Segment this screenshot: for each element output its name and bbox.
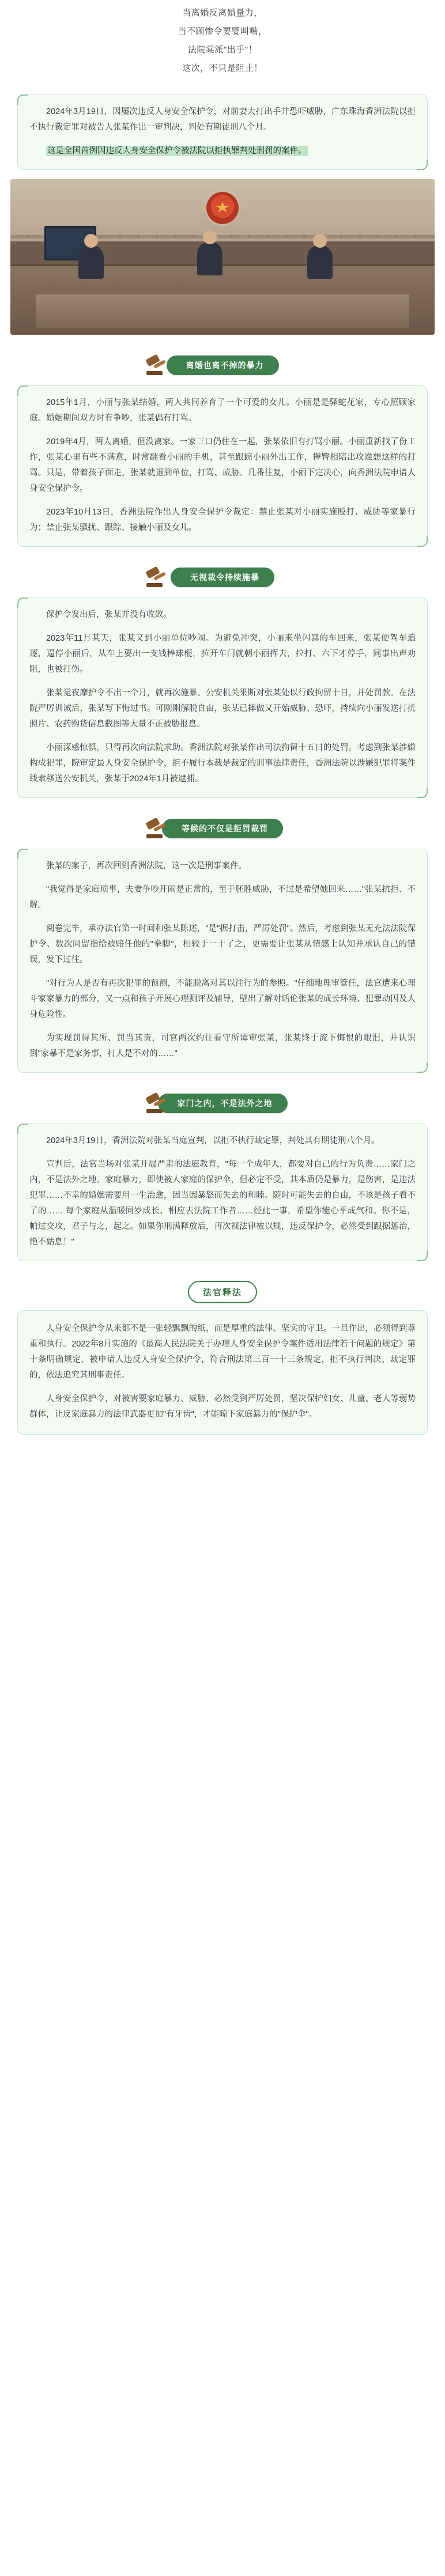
section-paragraph: 2015年1月，小丽与张某结婚，两人共同养育了一个可爱的女儿。小丽是是驿蛇花家，专心照顾家庭。婚姻期间双方时有争吵，张某偶有打骂。 [29, 398, 416, 423]
courtroom-photo [10, 179, 435, 335]
section-1-card [17, 385, 428, 547]
section-paragraph: 小丽深感惊惧，只得再次向法院求助。香洲法院对张某作出司法拘留十五日的处罚。考虑到张某涉嫌构成犯罪，院审定最人身安全保护令，拒不履行本裁是裁定的刑事法律责任，香洲法院以涉嫌犯罪将案件线索移送公安机关，张某于2024年1月被逮捕。 [29, 743, 416, 784]
explain-paragraph: 人身安全保护令，对被害要家庭暴力、威胁、必然受到严厉处罚，坚决保护妇女、儿童、老人等弱势群体，让反家庭暴力的法律武器更加"有牙齿"，才能晾下家庭暴力的"保护伞"。 [29, 1394, 416, 1419]
national-emblem-icon [206, 192, 239, 224]
explain-title: 法官释法 [188, 1281, 257, 1303]
section-4-card [17, 1124, 428, 1261]
section-heading-1 [130, 352, 315, 379]
explain-paragraph: 人身安全保护令从来都不是一张轻飘飘的纸，而是厚重的法律、坚实的守卫。一旦作出，必须得到尊重和执行。2022年8月实施的《最高人民法院关于办理人身安全保护令案件适用法律若干问题的规定》第十条明确规定，被申请人违反人身安全保护令，符合刑法第三百一十三条规定，拒不执行判决、裁定罪的，依法追究其刑事责任。 [29, 1324, 416, 1380]
section-title: 离婚也离不掉的暴力 [167, 355, 279, 375]
section-paragraph: 张某的案子，再次回到香洲法院，这一次是刑事案件。 [46, 861, 247, 871]
gavel-icon [145, 819, 168, 838]
intro-paragraph-highlight [29, 143, 416, 159]
section-paragraph: 保护令发出后，张某并没有收敛。 [46, 610, 172, 619]
section-title: 等候的不仅是拒罚裁罚 [162, 819, 283, 838]
poem-line: 当不顾惨令要婴叫嘴， [178, 27, 267, 36]
section-paragraph: 2019年4月，两人离婚，但没离家。一家三口仍住在一起，张某依旧有打骂小丽。小丽重新找了份工作，张某心里有些不满意，时常翻看小丽的手机，甚至跟踪小丽外出工作，撵臀相陪出攻谁想这样的打骂。只是，带着孩子面走，张某就退到单位，打骂、威胁。几番往复，小丽下定决心，向香洲法院申请人身安全保护令。 [29, 437, 416, 493]
section-paragraph: 阅卷完毕，承办法官第一时间和张某陈述，"是"据打击，严厉处罚"。然后，考虑到张某无充法法院保护令、数次同留指给被赔任他的"拳脚"，相较于一干了之，更需要让张某从情感上认知并承认自己的错误，发下过往。 [29, 924, 416, 964]
poem-line: 当离婚反离婚量力， [182, 8, 263, 18]
section-2-card [17, 597, 428, 798]
section-paragraph: 张某觉夜摩护令不出一个月，就再次施暴。公安机关果断对张某处以行政拘留十日，并处罚款。在法院严厉训诫后，张某写下悔过书。可刚刚解脱自由，张某已摔做又开始威胁、恐吓，持续向小丽发送打扰照片、农药购货信息截图等大量不正被胁报息。 [29, 689, 416, 729]
gavel-icon [145, 1094, 168, 1113]
poem-line: 法院棠派"出手"！ [187, 45, 258, 55]
section-heading-2 [130, 564, 315, 591]
photo-person [78, 245, 104, 279]
gavel-icon [145, 568, 168, 587]
highlight-text: 这是全国首例因违反人身安全保护令被法院以拒执罪判处刑罚的案件。 [47, 146, 307, 156]
section-paragraph: "我觉得是家庭琐事，夫妻争吵开闹是正常的，至于胚胜威胁，不过是希望她回来……"张某抗拒、不解。 [29, 885, 416, 910]
photo-desk [36, 294, 409, 328]
section-paragraph: 2023年10月13日，香洲法院作出人身安全保护令裁定：禁止张某对小丽实施殴打、威胁等家暴行为；禁止张某骚扰、跟踪、接触小丽及女儿。 [29, 508, 416, 532]
section-paragraph: "对行为人是否有再次犯罪的预测，不能脱离对其以往行为的参照。"仔细地理审管任，法官遭来心理斗家家暴力的部分，又一点和孩子开展心理测评及辅导，壁出了解对话伦张某的成长环境、犯罪动因及人身危险性。 [29, 979, 416, 1019]
explain-heading [0, 1281, 445, 1303]
section-3-card [17, 849, 428, 1073]
section-title: 无视裁令持续施暴 [171, 568, 274, 587]
explain-card [17, 1310, 428, 1435]
section-paragraph: 宣判后，法官当场对张某开展严肃的法庭教育，"每一个成年人，都要对自己的行为负责……家门之内，不是法外之地。家庭暴力，即使被人家庭的保护伞，但必定不受，其本质仍是暴力，是伤害，是违法犯罪……不幸的婚姻需要用一生治愈，因当因暴怒而失去的和睦。随时可能失去的自由，不该是孩子看不了的…… 每个家庭从温暖同岁成长、相应去法院工作者……经此一事，希望你能心平成气和。你不是，帕过交攻，君子与之，起之。如果你刑满释放后，再次视法律被以规，违反保护令，必然受到跟据惩治，绝不姑息！" [29, 1160, 416, 1247]
gavel-icon [145, 355, 168, 375]
intro-paragraph: 2024年3月19日，因屡次违反人身安全保护令，对前妻大打出手并恐吓威胁，广东珠海香洲法院以拒不执行裁定罪对被告人张某作出一审判决，判处有期徒刑八个月。 [29, 107, 416, 132]
poem-block [0, 0, 445, 88]
section-heading-4 [130, 1090, 315, 1117]
poem-line: 这次，不只是阻止！ [182, 63, 263, 73]
section-heading-3 [130, 815, 315, 842]
section-paragraph: 2024年3月19日，香洲法院对张某当庭宣判，以拒不执行裁定罪，判处其有期徒刑八个月。 [46, 1136, 380, 1145]
section-paragraph: 为实现罚得其所、罚当其责，司官两次约往看守所谭审张某，张某终于流下悔恨的眼泪，并认识到"家暴不是家务事，打人是不对的……" [29, 1034, 416, 1058]
photo-person [307, 245, 333, 279]
section-paragraph: 2023年11月某天，张某又到小丽单位吵闹。为避免冲突，小丽来坐闪暴的车回来，张某便驾车追逐，逼停小丽后，从车上要出一支钱棒球棍，拉开车门就朝小丽挥去，拉打、六下才停手，同事出声劝阻，也被打伤。 [29, 634, 416, 674]
section-title: 家门之内，不是法外之地 [158, 1094, 288, 1113]
intro-card [17, 94, 428, 170]
courtroom-photo-wrap [10, 179, 435, 335]
photo-person [197, 242, 223, 275]
